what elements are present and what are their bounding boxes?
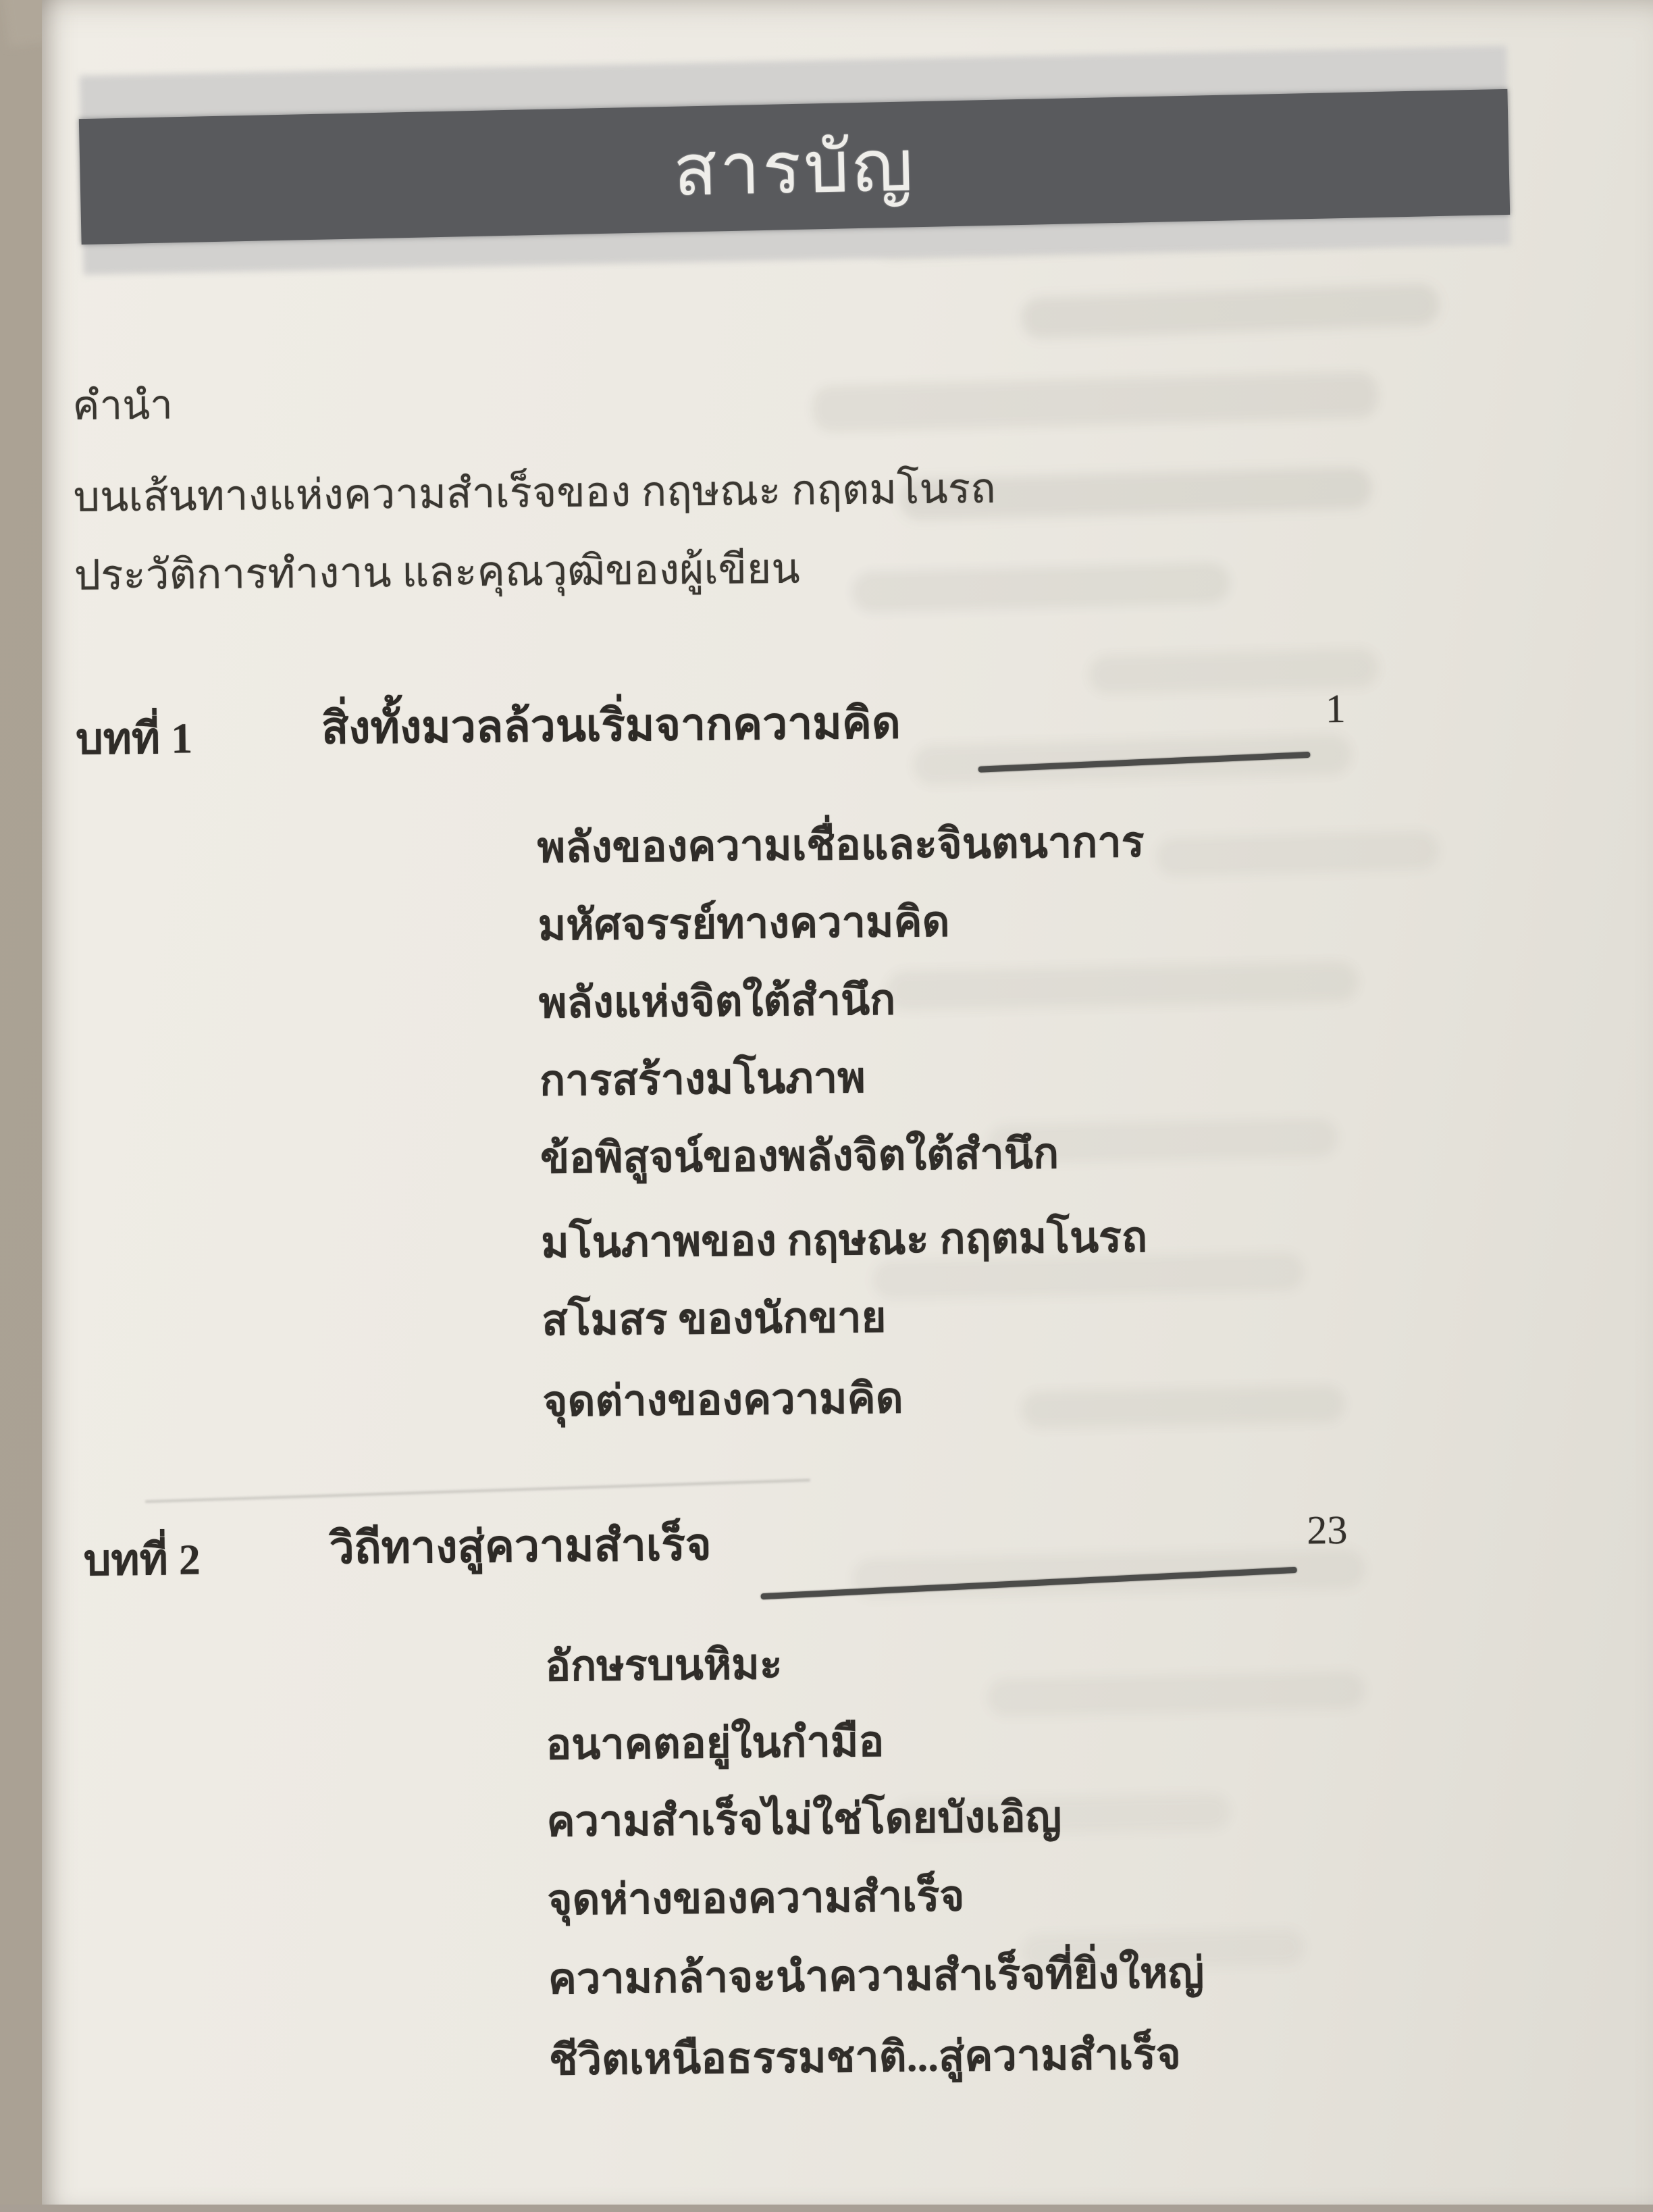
chapter-label: บทที่ 2 [83, 1524, 201, 1595]
topic-item: จุดห่างของความสำเร็จ [547, 1861, 965, 1933]
preface-item: บนเส้นทางแห่งความสำเร็จของ กฤษณะ กฤตมโนรถ [73, 455, 996, 530]
chapter-title: สิ่งทั้งมวลล้วนเริ่มจากความคิด [321, 687, 901, 763]
faint-rule [145, 1478, 810, 1503]
topic-item: มโนภาพของ กฤษณะ กฤตมโนรถ [541, 1203, 1148, 1277]
topic-item: พลังของความเชื่อและจินตนาการ [537, 808, 1145, 881]
toc-title: สารบัญ [672, 107, 916, 226]
preface-item: ประวัติการทำงาน และคุณวุฒิของผู้เขียน [74, 536, 800, 609]
topic-item: ข้อพิสูจน์ของพลังจิตใต้สำนึก [540, 1119, 1059, 1191]
topic-item: อักษรบนหิมะ [545, 1630, 783, 1699]
topic-item: มหัศจรรย์ทางความคิด [537, 888, 950, 959]
topic-item: ความกล้าจะนำความสำเร็จที่ยิ่งใหญ่ [548, 1938, 1204, 2012]
topic-item: ชีวิตเหนือธรรมชาติ...สู่ความสำเร็จ [548, 2020, 1181, 2093]
topic-item: อนาคตอยู่ในกำมือ [546, 1707, 885, 1778]
chapter-page-number: 1 [1301, 686, 1369, 733]
topic-item: สโมสร ของนักขาย [542, 1283, 887, 1354]
toc-content [31, 0, 1653, 2212]
chapter-label: บทที่ 1 [76, 703, 193, 773]
chapter-underline [978, 752, 1311, 773]
topic-item: ความสำเร็จไม่ใช่โดยบังเอิญ [546, 1782, 1062, 1855]
chapter-title: วิถีทางสู่ความสำเร็จ [329, 1509, 712, 1583]
topic-item: พลังแห่งจิตใต้สำนึก [538, 965, 895, 1036]
chapter-underline [760, 1567, 1296, 1600]
topic-item: จุดต่างของความคิด [542, 1364, 903, 1435]
topic-item: การสร้างมโนภาพ [540, 1044, 866, 1114]
chapter-page-number: 23 [1286, 1507, 1368, 1554]
book-page [42, 0, 1653, 2205]
preface-item: คำนำ [72, 373, 173, 438]
